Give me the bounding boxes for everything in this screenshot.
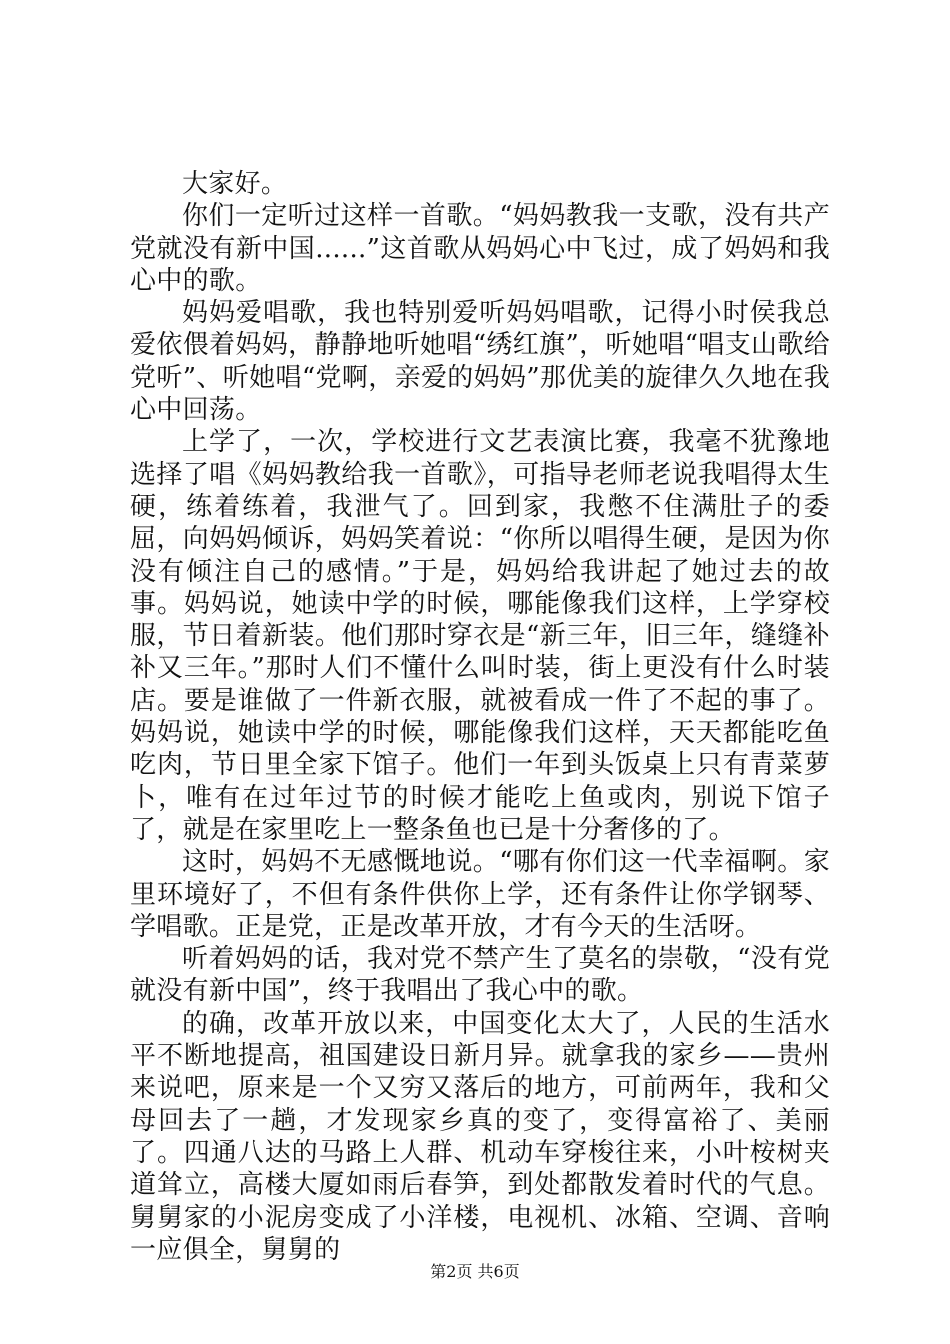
paragraph-school-performance: 上学了，一次，学校进行文艺表演比赛，我毫不犹豫地选择了唱《妈妈教给我一首歌》，可指导老师老说我唱得太生硬，练着练着，我泄气了。回到家，我憋不住满肚子的委屈，向妈妈倾诉，妈妈笑着说：“你所以唱得生硬，是因为你没有倾注自己的感情。”于是，妈妈给我讲起了她过去的故事。妈妈说，她读中学的时候，哪能像我们这样，上学穿校服，节日着新装。他们那时穿衣是“新三年，旧三年，缝缝补补又三年。”那时人们不懂什么叫时装，街上更没有什么时装店。要是谁做了一件新衣服，就被看成一件了不起的事了。妈妈说，她读中学的时候，哪能像我们这样，天天都能吃鱼吃肉，节日里全家下馆子。他们一年到头饭桌上只有青菜萝卜，唯有在过年过节的时候才能吃上鱼或肉，别说下馆子了，就是在家里吃上一整条鱼也已是十分奢侈的了。 [130,427,830,845]
paragraph-greeting: 大家好。 [182,169,288,199]
document-body [130,168,830,1266]
paragraph-mother-sings: 妈妈爱唱歌，我也特别爱听妈妈唱歌，记得小时侯我总爱依偎着妈妈，静静地听她唱“绣红旗”，听她唱“唱支山歌给党听”、听她唱“党啊，亲爱的妈妈”那优美的旋律久久地在我心中回荡。 [130,298,830,426]
paragraph-reform-changes: 的确，改革开放以来，中国变化太大了，人民的生活水平不断地提高，祖国建设日新月异。就拿我的家乡——贵州来说吧，原来是一个又穷又落后的地方，可前两年，我和父母回去了一趟，才发现家乡真的变了，变得富裕了、美丽了。四通八达的马路上人群、机动车穿梭往来，小叶桉树夹道耸立，高楼大厦如雨后春笋，到处都散发着时代的气息。舅舅家的小泥房变成了小洋楼，电视机、冰箱、空调、音响一应俱全，舅舅的 [130,1008,830,1265]
page-number-indicator: 第2页 共6页 [430,1262,520,1281]
paragraph-mother-remarks: 这时，妈妈不无感慨地说。“哪有你们这一代幸福啊。家里环境好了，不但有条件供你上学，还有条件让你学钢琴、学唱歌。正是党，正是改革开放，才有今天的生活呀。 [130,847,830,942]
paragraph-song-intro: 你们一定听过这样一首歌。“妈妈教我一支歌，没有共产党就没有新中国......”这首歌从妈妈心中飞过，成了妈妈和我心中的歌。 [130,201,830,296]
paragraph-respect-for-party: 听着妈妈的话，我对党不禁产生了莫名的崇敬，“没有党就没有新中国”，终于我唱出了我心中的歌。 [130,944,830,1007]
page-footer [0,1262,950,1282]
